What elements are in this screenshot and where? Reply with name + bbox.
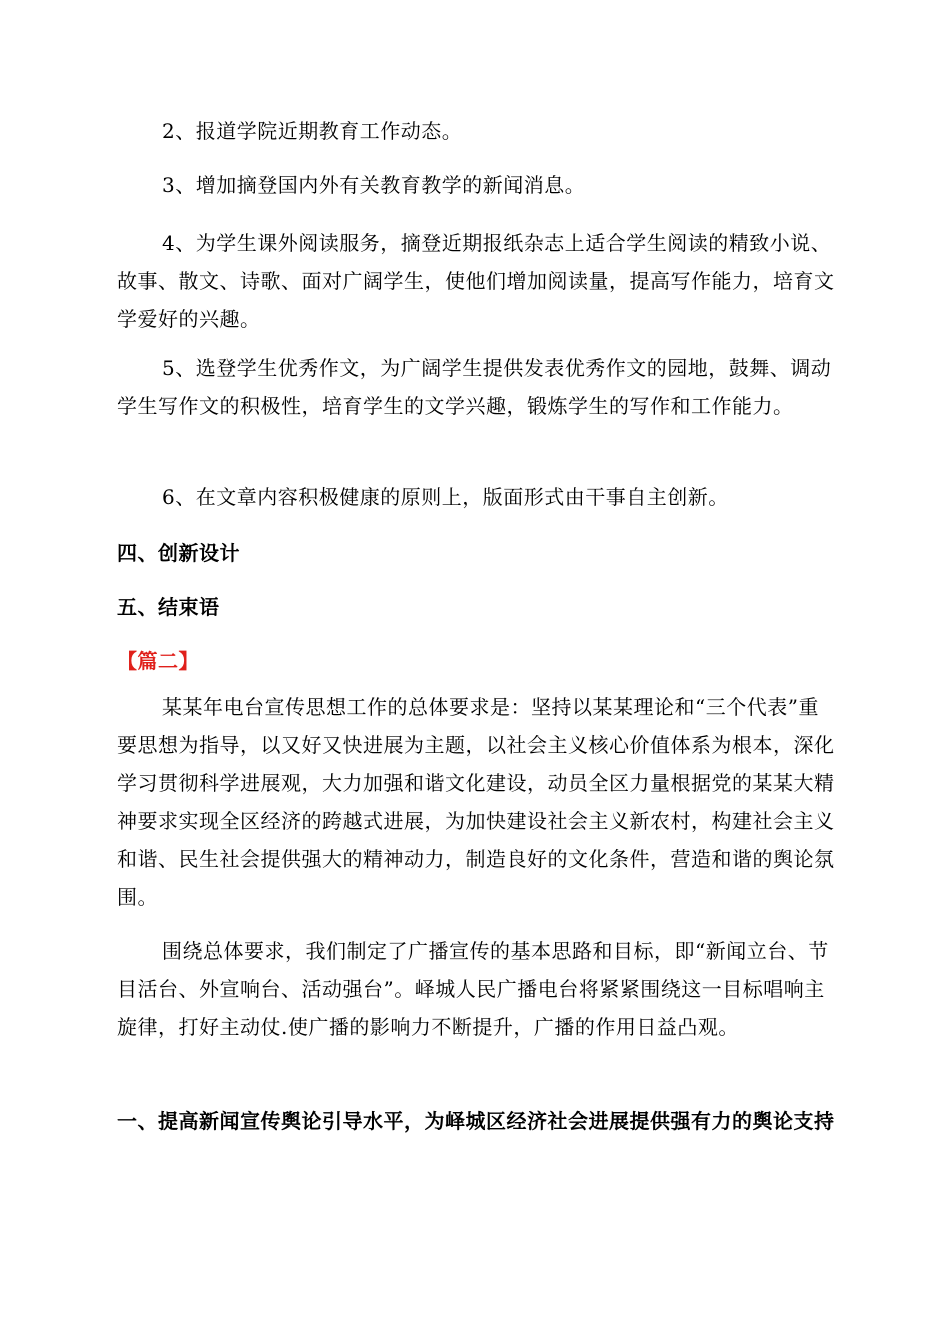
list-item-5: 5、选登学生优秀作文，为广阔学生提供发表优秀作文的园地，鼓舞、调动学生写作文的积极性，培育学生的文学兴趣，锻炼学生的写作和工作能力。 (117, 356, 832, 418)
part-two-heading: 【篇二】 (117, 649, 199, 673)
part-two-goal-paragraph: 围绕总体要求，我们制定了广播宣传的基本思路和目标，即“新闻立台、节目活台、外宣响台、活动强台”。峄城人民广播电台将紧紧围绕这一目标唱响主旋律，打好主动仗.使广播的影响力不断提升，广播的作用日益凸观。 (117, 939, 829, 1039)
section-one-heading: 一、提高新闻宣传舆论引导水平，为峄城区经济社会进展提供强有力的舆论支持 (117, 1109, 835, 1133)
heading-innovation-design: 四、创新设计 (117, 541, 240, 565)
list-item-6: 6、在文章内容积极健康的原则上，版面形式由干事自主创新。 (162, 485, 729, 509)
list-item-2: 2、报道学院近期教育工作动态。 (162, 119, 463, 143)
list-item-3: 3、增加摘登国内外有关教育教学的新闻消息。 (162, 173, 586, 197)
heading-conclusion: 五、结束语 (117, 595, 220, 619)
part-two-intro-paragraph: 某某年电台宣传思想工作的总体要求是：坚持以某某理论和“三个代表”重要思想为指导，以又好又快进展为主题，以社会主义核心价值体系为根本，深化学习贯彻科学进展观，大力加强和谐文化建设，动员全区力量根据党的某某大精神要求实现全区经济的跨越式进展，为加快建设社会主义新农村，构建社会主义和谐、民生社会提供强大的精神动力，制造良好的文化条件，营造和谐的舆论氛围。 (117, 695, 835, 909)
list-item-4: 4、为学生课外阅读服务，摘登近期报纸杂志上适合学生阅读的精致小说、故事、散文、诗歌、面对广阔学生，使他们增加阅读量，提高写作能力，培育文学爱好的兴趣。 (117, 231, 835, 331)
